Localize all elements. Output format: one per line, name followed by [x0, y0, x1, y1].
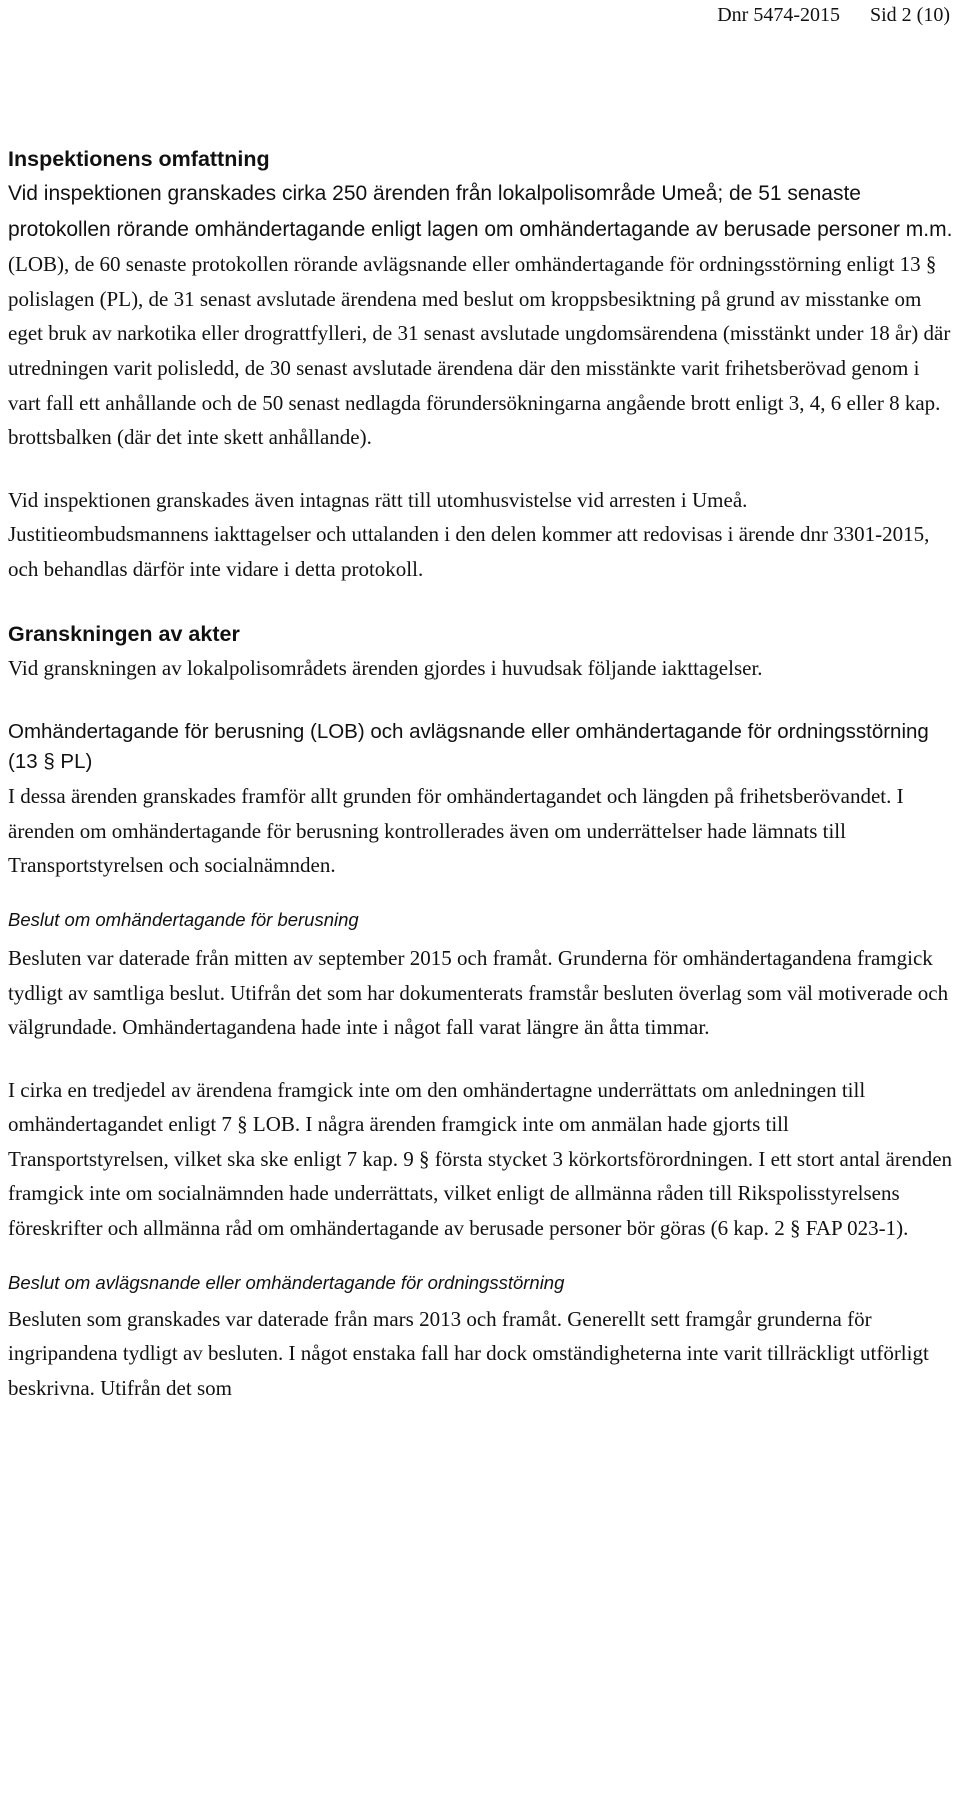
paragraph-ordning-1: Besluten som granskades var daterade från mars 2013 och framåt. Generellt sett framgår grunderna för ingripandena tydligt av besluten. I något enstaka fall har dock omständigheterna inte varit tillräckligt utförligt beskrivna. Utifrån det som — [8, 1306, 929, 1400]
heading-beslut-ordningsstorning: Beslut om avlägsnande eller omhändertagande för ordningsstörning — [8, 1271, 565, 1293]
document-body — [8, 142, 953, 1405]
page-header — [717, 2, 950, 28]
paragraph-omfattning-1 — [8, 176, 953, 455]
paragraph-omfattning-1-serif: (LOB), de 60 senaste protokollen rörande avlägsnande eller omhändertagande för ordningsstörning enligt 13 § polislagen (PL), de 31 senast avslutade ärendena med beslut om kroppsbesiktning på grund av misstanke om eget bruk av narkotika eller drograttfylleri, de 31 senast avslutade ungdomsärendena (misstänkt under 18 år) där utredningen varit polisledd, de 30 senast avslutade ärendena där den misstänkte varit frihetsberövad genom i vart fall ett anhållande och de 50 senast nedlagda förundersökningarna angående brott enligt 3, 4, 6 eller 8 kap. brottsbalken (där det inte skett anhållande). — [8, 252, 951, 450]
paragraph-lob-1: I dessa ärenden granskades framför allt grunden för omhändertagandet och längden på frihetsberövandet. I ärenden om omhändertagande för berusning kontrollerades även om underrättelser hade lämnats till Transportstyrelsen och socialnämnden. — [8, 784, 904, 878]
heading-inspektionens-omfattning: Inspektionens omfattning — [8, 147, 270, 171]
paragraph-berusning-1: Besluten var daterade från mitten av september 2015 och framåt. Grunderna för omhändertagandena framgick tydligt av samtliga beslut. Utifrån det som har dokumenterats framstår besluten överlag som väl motiverade och välgrundade. Omhändertagandena hade inte i något fall varat längre än åtta timmar. — [8, 945, 949, 1040]
heading-lob: Omhändertagande för berusning (LOB) och avlägsnande eller omhändertagande för ordningsstörning (13 § PL) — [8, 720, 929, 774]
heading-beslut-berusning: Beslut om omhändertagande för berusning — [8, 908, 359, 930]
paragraph-omfattning-2: Vid inspektionen granskades även intagnas rätt till utomhusvistelse vid arresten i Umeå. Justitieombudsmannens iakttagelser och uttalanden i den delen kommer att redovisas i ärende dnr 3301-2015, och behandlas därför inte vidare i detta protokoll. — [8, 487, 930, 581]
paragraph-granskningen-1: Vid granskningen av lokalpolisområdets ärenden gjordes i huvudsak följande iakttagelser. — [8, 655, 763, 680]
paragraph-omfattning-1-sans: Vid inspektionen granskades cirka 250 ärenden från lokalpolisområde Umeå; de 51 senaste protokollen rörande omhändertagande enligt lagen om omhändertagande av berusade personer m.m. — [8, 182, 953, 241]
page-number: Sid 2 (10) — [870, 4, 950, 26]
paragraph-berusning-2: I cirka en tredjedel av ärendena framgick inte om den omhändertagne underrättats om anledningen till omhändertagandet enligt 7 § LOB. I några ärenden framgick inte om anmälan hade gjorts till Transportstyrelsen, vilket ska ske enligt 7 kap. 9 § första stycket 3 körkortsförordningen. I ett stort antal ärenden framgick inte om socialnämnden hade underrättats, vilket enligt de allmänna råden till Rikspolisstyrelsens föreskrifter och allmänna råd om omhändertagande av berusade personer bör göras (6 kap. 2 § FAP 023-1). — [8, 1077, 953, 1241]
heading-granskningen-av-akter: Granskningen av akter — [8, 621, 240, 646]
document-number: Dnr 5474-2015 — [717, 4, 840, 26]
